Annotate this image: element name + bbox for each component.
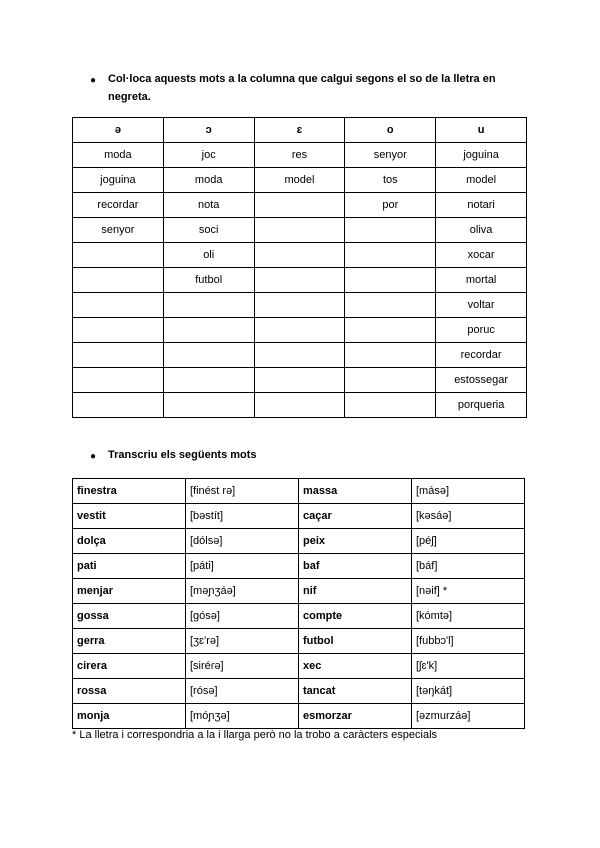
transcription-cell: [finést rə] [186, 479, 299, 504]
table-cell [163, 393, 254, 418]
bullet-1: ● [90, 75, 97, 86]
table-cell [254, 193, 345, 218]
column-header: o [345, 118, 436, 143]
table-cell [254, 218, 345, 243]
instruction-transcription: Transcriu els següents mots [108, 449, 257, 461]
table-cell: nota [163, 193, 254, 218]
table-row [73, 168, 527, 193]
table-cell: senyor [345, 143, 436, 168]
word-cell: compte [299, 604, 412, 629]
table-cell [73, 243, 164, 268]
table-cell: model [436, 168, 527, 193]
table-cell [163, 318, 254, 343]
table-header-row [73, 118, 527, 143]
word-cell: baf [299, 554, 412, 579]
transcription-cell: [rósə] [186, 679, 299, 704]
table-cell: notari [436, 193, 527, 218]
word-cell: caçar [299, 504, 412, 529]
transcription-cell: [kəsáə] [412, 504, 525, 529]
table-row [73, 143, 527, 168]
transcription-cell: [əzmurzáə] [412, 704, 525, 729]
table-cell [254, 268, 345, 293]
word-cell: massa [299, 479, 412, 504]
transcription-cell: [péʃ] [412, 529, 525, 554]
word-cell: finestra [73, 479, 186, 504]
transcription-cell: [siréɾə] [186, 654, 299, 679]
table-row [73, 293, 527, 318]
table-cell [345, 218, 436, 243]
table-cell [345, 343, 436, 368]
word-cell: peix [299, 529, 412, 554]
word-cell: dolça [73, 529, 186, 554]
word-cell: xec [299, 654, 412, 679]
table-cell [254, 243, 345, 268]
transcription-cell: [ʒɛ'rə] [186, 629, 299, 654]
table-cell: tos [345, 168, 436, 193]
table-cell [73, 318, 164, 343]
column-header: ə [73, 118, 164, 143]
table-cell: por [345, 193, 436, 218]
table-cell [345, 368, 436, 393]
table-cell [254, 393, 345, 418]
table-cell: joc [163, 143, 254, 168]
table-cell: voltar [436, 293, 527, 318]
table-cell [345, 393, 436, 418]
table-cell: oliva [436, 218, 527, 243]
transcription-cell: [bəstít] [186, 504, 299, 529]
transcription-cell: [dólsə] [186, 529, 299, 554]
table-cell [254, 318, 345, 343]
table-row [73, 529, 525, 554]
table-row [73, 479, 525, 504]
table-cell [254, 368, 345, 393]
table-cell: porqueria [436, 393, 527, 418]
table-cell: joguina [436, 143, 527, 168]
transcription-cell: [fubbɔ'l] [412, 629, 525, 654]
table-cell: xocar [436, 243, 527, 268]
table-cell [254, 293, 345, 318]
column-header: ɔ [163, 118, 254, 143]
transcription-cell: [məɲʒáə] [186, 579, 299, 604]
table-cell: recordar [73, 193, 164, 218]
word-cell: gerra [73, 629, 186, 654]
transcription-table [72, 478, 525, 729]
table-row [73, 343, 527, 368]
transcription-cell: [báf] [412, 554, 525, 579]
table-cell [254, 343, 345, 368]
transcription-cell: [páti] [186, 554, 299, 579]
word-cell: vestit [73, 504, 186, 529]
table-row [73, 268, 527, 293]
sound-columns-table [72, 117, 527, 418]
table-row [73, 218, 527, 243]
transcription-cell: [gósə] [186, 604, 299, 629]
word-cell: cirera [73, 654, 186, 679]
transcription-cell: [másə] [412, 479, 525, 504]
table-cell: model [254, 168, 345, 193]
table-cell: futbol [163, 268, 254, 293]
transcription-cell: [ʃɛ'k] [412, 654, 525, 679]
table-cell [345, 243, 436, 268]
table-cell: moda [163, 168, 254, 193]
table-row [73, 554, 525, 579]
table-cell [163, 293, 254, 318]
word-cell: monja [73, 704, 186, 729]
word-cell: nif [299, 579, 412, 604]
bullet-2: ● [90, 451, 97, 462]
table-cell [73, 268, 164, 293]
table-cell: soci [163, 218, 254, 243]
table-cell: poruc [436, 318, 527, 343]
word-cell: pati [73, 554, 186, 579]
table-cell: joguina [73, 168, 164, 193]
table-row [73, 604, 525, 629]
table-cell [345, 293, 436, 318]
table-cell [73, 368, 164, 393]
table-cell [73, 293, 164, 318]
table-cell [345, 318, 436, 343]
word-cell: gossa [73, 604, 186, 629]
column-header: u [436, 118, 527, 143]
table-row [73, 318, 527, 343]
table-cell: res [254, 143, 345, 168]
table-cell [163, 368, 254, 393]
table-row [73, 679, 525, 704]
transcription-cell: [móɲʒə] [186, 704, 299, 729]
table-cell: estossegar [436, 368, 527, 393]
table-row [73, 368, 527, 393]
table-cell: senyor [73, 218, 164, 243]
table-row [73, 629, 525, 654]
table-row [73, 393, 527, 418]
table-cell: moda [73, 143, 164, 168]
table-cell [163, 343, 254, 368]
transcription-cell: [kómtə] [412, 604, 525, 629]
table-cell [73, 393, 164, 418]
instruction-columns: Col·loca aquests mots a la columna que calgui segons el so de la lletra en negreta. [108, 73, 496, 103]
word-cell: tancat [299, 679, 412, 704]
table-row [73, 243, 527, 268]
word-cell: esmorzar [299, 704, 412, 729]
table-cell [345, 268, 436, 293]
transcription-cell: [nəif] * [412, 579, 525, 604]
table-cell [73, 343, 164, 368]
transcription-cell: [təŋkát] [412, 679, 525, 704]
table-row [73, 504, 525, 529]
word-cell: rossa [73, 679, 186, 704]
table-cell: recordar [436, 343, 527, 368]
table-row [73, 704, 525, 729]
table-cell: mortal [436, 268, 527, 293]
table-row [73, 193, 527, 218]
column-header: ɛ [254, 118, 345, 143]
table-row [73, 579, 525, 604]
table-cell: oli [163, 243, 254, 268]
table-row [73, 654, 525, 679]
word-cell: menjar [73, 579, 186, 604]
footnote: * La lletra i correspondria a la i llarga però no la trobo a caràcters especials [72, 729, 438, 741]
word-cell: futbol [299, 629, 412, 654]
